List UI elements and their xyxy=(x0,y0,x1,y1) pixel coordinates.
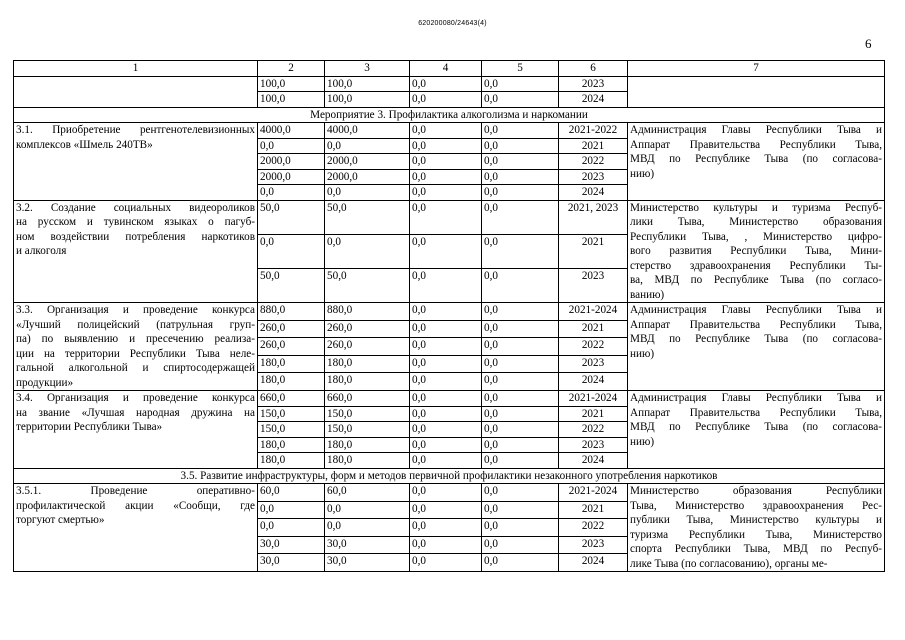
other-value: 0,0 xyxy=(482,169,559,185)
activity-title xyxy=(14,484,258,572)
year-value: 2022 xyxy=(559,519,628,537)
budget-value: 100,0 xyxy=(325,92,410,108)
year-value: 2024 xyxy=(559,373,628,391)
federal-value: 0,0 xyxy=(410,519,482,537)
total-value: 0,0 xyxy=(258,519,325,537)
activity-title-line: ном воздействии потребления наркотиков xyxy=(16,230,255,243)
column-number: 5 xyxy=(482,61,559,77)
column-number: 7 xyxy=(628,61,885,77)
total-value: 2000,0 xyxy=(258,169,325,185)
budget-value: 880,0 xyxy=(325,303,410,321)
table-row xyxy=(14,200,885,234)
year-value: 2021 xyxy=(559,234,628,268)
executor-cell xyxy=(628,123,885,201)
executor-line: вого развития Республики Тыва, Мини- xyxy=(630,245,882,257)
total-value: 60,0 xyxy=(258,484,325,502)
total-value: 30,0 xyxy=(258,536,325,554)
header-row xyxy=(14,61,885,77)
budget-value: 180,0 xyxy=(325,355,410,373)
year-value: 2022 xyxy=(559,338,628,356)
budget-value: 4000,0 xyxy=(325,123,410,139)
year-value: 2024 xyxy=(559,453,628,469)
section-row xyxy=(14,107,885,123)
document-id: 620200080/24643(4) xyxy=(418,20,487,27)
executor-line: МВД по Республике Тыва (по согласова- xyxy=(630,333,882,345)
other-value: 0,0 xyxy=(482,536,559,554)
total-value: 180,0 xyxy=(258,355,325,373)
executor-line: ванию) xyxy=(630,288,665,301)
federal-value: 0,0 xyxy=(410,453,482,469)
page-number: 6 xyxy=(865,36,872,51)
activity-title-line: и алкоголя xyxy=(16,245,67,257)
other-value: 0,0 xyxy=(482,437,559,453)
federal-value: 0,0 xyxy=(410,185,482,201)
activity-title-line: 3.3. Организация и проведение конкурса xyxy=(16,304,255,316)
section-row xyxy=(14,468,885,484)
budget-value: 180,0 xyxy=(325,437,410,453)
other-value: 0,0 xyxy=(482,338,559,356)
federal-value: 0,0 xyxy=(410,234,482,268)
other-value: 0,0 xyxy=(482,373,559,391)
budget-value: 260,0 xyxy=(325,338,410,356)
total-value: 2000,0 xyxy=(258,154,325,170)
year-value: 2021-2024 xyxy=(559,391,628,407)
other-value: 0,0 xyxy=(482,154,559,170)
executor-line: нию) xyxy=(630,435,655,448)
executor-cell xyxy=(628,303,885,391)
budget-value: 150,0 xyxy=(325,406,410,422)
budget-value: 180,0 xyxy=(325,373,410,391)
activity-title-line: продукции» xyxy=(16,376,74,389)
executor-line: стерство здравоохранения Республики Ты- xyxy=(630,259,882,272)
executor-line: Аппарат Правительства Республики Тыва, xyxy=(630,138,882,151)
budget-value: 150,0 xyxy=(325,422,410,438)
other-value: 0,0 xyxy=(482,519,559,537)
total-value: 4000,0 xyxy=(258,123,325,139)
year-value: 2022 xyxy=(559,422,628,438)
federal-value: 0,0 xyxy=(410,373,482,391)
column-number: 6 xyxy=(559,61,628,77)
executor-line: Министерство образования Республики xyxy=(630,485,882,497)
program-table xyxy=(13,60,885,572)
total-value: 180,0 xyxy=(258,373,325,391)
activity-title-line: на русском и тувинском языках о пагуб- xyxy=(16,216,255,228)
activity-title xyxy=(14,303,258,391)
budget-value: 2000,0 xyxy=(325,169,410,185)
executor-line: Аппарат Правительства Республики Тыва, xyxy=(630,318,882,331)
year-value: 2021, 2023 xyxy=(559,200,628,234)
budget-value: 50,0 xyxy=(325,200,410,234)
executor-line: МВД по Республике Тыва (по согласова- xyxy=(630,153,882,165)
year-value: 2023 xyxy=(559,76,628,92)
other-value: 0,0 xyxy=(482,391,559,407)
column-number: 4 xyxy=(410,61,482,77)
executor-line: публики Тыва, Министерство культуры и xyxy=(630,514,882,526)
other-value: 0,0 xyxy=(482,355,559,373)
column-number: 3 xyxy=(325,61,410,77)
other-value: 0,0 xyxy=(482,123,559,139)
year-value: 2024 xyxy=(559,92,628,108)
federal-value: 0,0 xyxy=(410,123,482,139)
section-title: 3.5. Развитие инфраструктуры, форм и методов первичной профилактики незаконного употребления наркотиков xyxy=(14,468,885,484)
budget-value: 660,0 xyxy=(325,391,410,407)
federal-value: 0,0 xyxy=(410,303,482,321)
budget-value: 0,0 xyxy=(325,185,410,201)
executor-line: ва, МВД по Республике Тыва (по согласо- xyxy=(630,274,882,286)
executor-line: Республики Тыва, , Министерство цифро- xyxy=(630,230,882,243)
activity-title-line: профилактической акции «Сообщи, где xyxy=(16,499,255,512)
other-value: 0,0 xyxy=(482,406,559,422)
budget-value: 60,0 xyxy=(325,484,410,502)
other-value: 0,0 xyxy=(482,185,559,201)
federal-value: 0,0 xyxy=(410,338,482,356)
year-value: 2021-2024 xyxy=(559,303,628,321)
year-value: 2021 xyxy=(559,406,628,422)
federal-value: 0,0 xyxy=(410,422,482,438)
measure-title: Мероприятие 3. Профилактика алкоголизма и наркомании xyxy=(14,107,885,123)
federal-value: 0,0 xyxy=(410,355,482,373)
budget-value: 260,0 xyxy=(325,320,410,338)
budget-value: 30,0 xyxy=(325,554,410,572)
total-value: 180,0 xyxy=(258,437,325,453)
executor-line: Администрация Главы Республики Тыва и xyxy=(630,392,882,404)
federal-value: 0,0 xyxy=(410,154,482,170)
activity-title xyxy=(14,200,258,303)
executor-line: Аппарат Правительства Республики Тыва, xyxy=(630,406,882,419)
year-value: 2021-2022 xyxy=(559,123,628,139)
federal-value: 0,0 xyxy=(410,406,482,422)
total-value: 50,0 xyxy=(258,268,325,302)
budget-value: 180,0 xyxy=(325,453,410,469)
total-value: 0,0 xyxy=(258,234,325,268)
activity-title-line: гальной алкогольной и спиртосодержащей xyxy=(16,362,255,374)
federal-value: 0,0 xyxy=(410,320,482,338)
executor-line: Министерство культуры и туризма Респуб- xyxy=(630,201,882,214)
federal-value: 0,0 xyxy=(410,169,482,185)
other-value: 0,0 xyxy=(482,268,559,302)
activity-title-line: па) по выявлению и пресечению реализа- xyxy=(16,333,255,345)
other-value: 0,0 xyxy=(482,453,559,469)
other-value: 0,0 xyxy=(482,76,559,92)
executor-line: лики Тыва, Министерство образования xyxy=(630,216,882,228)
total-value: 260,0 xyxy=(258,338,325,356)
column-number: 2 xyxy=(258,61,325,77)
other-value: 0,0 xyxy=(482,501,559,519)
table-row xyxy=(14,303,885,321)
federal-value: 0,0 xyxy=(410,501,482,519)
executor-cell xyxy=(628,391,885,469)
year-value: 2023 xyxy=(559,169,628,185)
federal-value: 0,0 xyxy=(410,437,482,453)
budget-value: 0,0 xyxy=(325,234,410,268)
activity-title xyxy=(14,123,258,201)
activity-title-line: 3.1. Приобретение рентгенотелевизионных xyxy=(16,124,255,136)
executor-line: туризма Республики Тыва, Министерство xyxy=(630,528,882,541)
federal-value: 0,0 xyxy=(410,92,482,108)
empty-title-cell xyxy=(14,76,258,107)
year-value: 2023 xyxy=(559,437,628,453)
other-value: 0,0 xyxy=(482,200,559,234)
other-value: 0,0 xyxy=(482,484,559,502)
budget-value: 50,0 xyxy=(325,268,410,302)
year-value: 2021-2024 xyxy=(559,484,628,502)
executor-line: Администрация Главы Республики Тыва и xyxy=(630,124,882,136)
executor-line: нию) xyxy=(630,347,655,360)
activity-title-line: «Лучший полицейский (патрульная груп- xyxy=(16,318,255,331)
executor-cell xyxy=(628,484,885,572)
year-value: 2024 xyxy=(559,185,628,201)
year-value: 2021 xyxy=(559,320,628,338)
year-value: 2021 xyxy=(559,138,628,154)
other-value: 0,0 xyxy=(482,234,559,268)
budget-value: 0,0 xyxy=(325,138,410,154)
year-value: 2023 xyxy=(559,536,628,554)
federal-value: 0,0 xyxy=(410,554,482,572)
executor-line: МВД по Республике Тыва (по согласова- xyxy=(630,421,882,433)
total-value: 660,0 xyxy=(258,391,325,407)
federal-value: 0,0 xyxy=(410,536,482,554)
empty-executor-cell xyxy=(628,76,885,107)
activity-title-line: на звание «Лучшая народная дружина на xyxy=(16,406,255,419)
federal-value: 0,0 xyxy=(410,138,482,154)
other-value: 0,0 xyxy=(482,303,559,321)
executor-line: спорта Республики Тыва, МВД по Респуб- xyxy=(630,543,882,555)
other-value: 0,0 xyxy=(482,92,559,108)
activity-title-line: 3.5.1. Проведение оперативно- xyxy=(16,485,255,497)
federal-value: 0,0 xyxy=(410,76,482,92)
total-value: 0,0 xyxy=(258,185,325,201)
other-value: 0,0 xyxy=(482,554,559,572)
year-value: 2024 xyxy=(559,554,628,572)
total-value: 180,0 xyxy=(258,453,325,469)
activity-title xyxy=(14,391,258,469)
budget-value: 2000,0 xyxy=(325,154,410,170)
table-row xyxy=(14,76,885,92)
executor-line: лике Тыва (по согласованию), органы ме- xyxy=(630,557,828,570)
activity-title-line: 3.2. Создание социальных видеороликов xyxy=(16,201,255,214)
activity-title-line: территории Республики Тыва» xyxy=(16,421,163,433)
executor-line: Тыва, Министерство здравоохранения Рес- xyxy=(630,499,882,512)
table-row xyxy=(14,123,885,139)
total-value: 30,0 xyxy=(258,554,325,572)
total-value: 50,0 xyxy=(258,200,325,234)
total-value: 100,0 xyxy=(258,76,325,92)
budget-value: 100,0 xyxy=(325,76,410,92)
year-value: 2023 xyxy=(559,268,628,302)
activity-title-line: торгуют смертью» xyxy=(16,514,105,526)
year-value: 2023 xyxy=(559,355,628,373)
other-value: 0,0 xyxy=(482,138,559,154)
total-value: 0,0 xyxy=(258,501,325,519)
other-value: 0,0 xyxy=(482,422,559,438)
column-number: 1 xyxy=(14,61,258,77)
total-value: 0,0 xyxy=(258,138,325,154)
total-value: 150,0 xyxy=(258,422,325,438)
table-row xyxy=(14,484,885,502)
executor-line: нию) xyxy=(630,167,655,180)
federal-value: 0,0 xyxy=(410,200,482,234)
activity-title-line: 3.4. Организация и проведение конкурса xyxy=(16,392,255,404)
table-row xyxy=(14,391,885,407)
budget-value: 0,0 xyxy=(325,519,410,537)
activity-title-line: комплексов «Шмель 240ТВ» xyxy=(16,138,153,151)
other-value: 0,0 xyxy=(482,320,559,338)
executor-cell xyxy=(628,200,885,303)
total-value: 880,0 xyxy=(258,303,325,321)
year-value: 2022 xyxy=(559,154,628,170)
federal-value: 0,0 xyxy=(410,268,482,302)
budget-value: 30,0 xyxy=(325,536,410,554)
activity-title-line: ции на территории Республики Тыва неле- xyxy=(16,347,255,360)
federal-value: 0,0 xyxy=(410,484,482,502)
total-value: 100,0 xyxy=(258,92,325,108)
budget-value: 0,0 xyxy=(325,501,410,519)
total-value: 260,0 xyxy=(258,320,325,338)
federal-value: 0,0 xyxy=(410,391,482,407)
year-value: 2021 xyxy=(559,501,628,519)
executor-line: Администрация Главы Республики Тыва и xyxy=(630,304,882,316)
total-value: 150,0 xyxy=(258,406,325,422)
